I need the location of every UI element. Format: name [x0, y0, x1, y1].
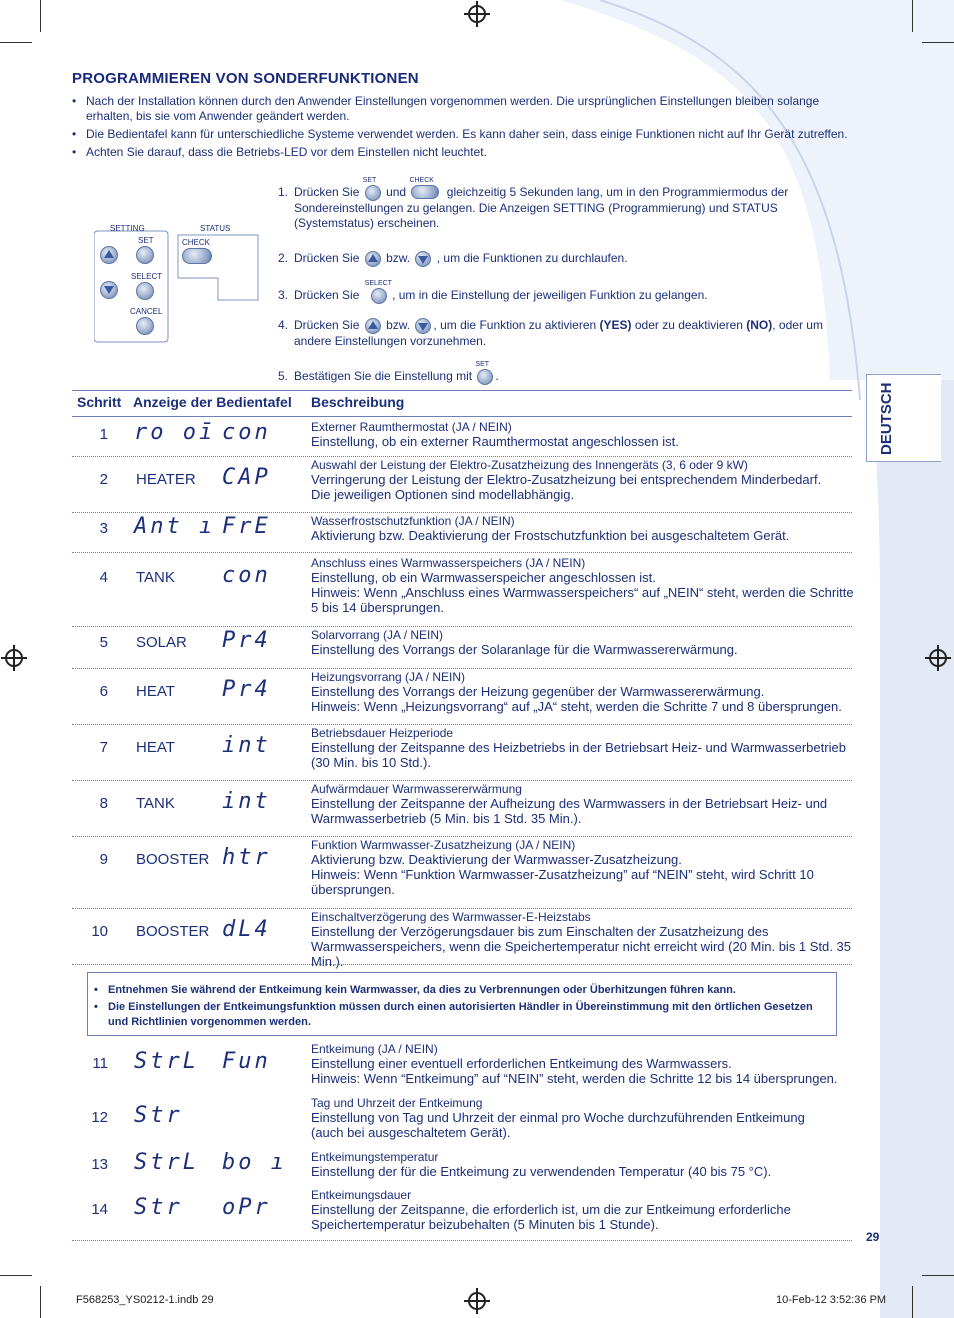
crop-mark: [40, 0, 41, 32]
select-caption: SELECT: [364, 280, 392, 287]
row-display-segment-right: con: [222, 563, 271, 588]
row-display-segment-right: Pr4: [222, 677, 271, 702]
row-step-number: 12: [91, 1109, 108, 1126]
description-title: Externer Raumthermostat (JA / NEIN): [311, 420, 512, 434]
registration-mark-left: [5, 649, 23, 667]
crop-mark: [922, 42, 954, 43]
row-description: [311, 1096, 854, 1140]
set-icon: [475, 361, 493, 385]
row-description: [311, 514, 854, 543]
step-text: bzw.: [386, 318, 411, 333]
description-line: (30 Min. bis 10 Std.).: [311, 755, 431, 770]
section-heading: PROGRAMMIEREN VON SONDERFUNKTIONEN: [72, 70, 419, 87]
description-title: Betriebsdauer Heizperiode: [311, 726, 454, 740]
row-display-segment-left: Str: [134, 1195, 183, 1220]
row-description: [311, 670, 854, 714]
row-display-segment-left: StrL: [134, 1150, 199, 1175]
row-display-segment-right: oPr: [222, 1195, 271, 1220]
row-description: [311, 910, 854, 969]
language-tab: [866, 374, 941, 462]
check-button[interactable]: [182, 248, 212, 264]
table-bottom-rule: [72, 1240, 852, 1241]
row-separator: [72, 552, 852, 553]
control-panel-illustration: [94, 222, 266, 344]
step-text: Drücken Sie: [294, 185, 360, 200]
description-line: Einstellung der Zeitspanne des Heizbetriebs in der Betriebsart Heiz- und Warmwasserbetrieb: [311, 740, 846, 755]
description-title: Einschaltverzögerung des Warmwasser-E-Heizstabs: [311, 910, 591, 924]
row-display-segment-right: bo ı: [222, 1150, 287, 1175]
description-title: Aufwärmdauer Warmwassererwärmung: [311, 782, 522, 796]
select-button[interactable]: [136, 282, 154, 300]
row-step-number: 14: [91, 1201, 108, 1218]
table-header-rule: [72, 416, 852, 417]
row-separator: [72, 908, 852, 909]
check-icon: [409, 177, 441, 201]
row-display-segment-left: StrL: [134, 1049, 199, 1074]
row-step-number: 9: [99, 851, 108, 868]
description-title: Entkeimungstemperatur: [311, 1150, 439, 1164]
description-title: Solarvorrang (JA / NEIN): [311, 628, 444, 642]
row-display-label: BOOSTER: [136, 923, 210, 940]
row-separator: [72, 780, 852, 781]
up-arrow-icon: [365, 318, 381, 334]
step-text: Bestätigen Sie die Einstellung mit: [294, 369, 473, 384]
row-separator: [72, 964, 852, 965]
status-label: STATUS: [200, 224, 231, 233]
page-number: 29: [866, 1230, 880, 1244]
row-step-number: 7: [99, 739, 108, 756]
step-number: 5.: [278, 369, 289, 383]
description-line: Aktivierung bzw. Deaktivierung der Warmwasser-Zusatzheizung.: [311, 852, 682, 867]
check-caption: CHECK: [409, 177, 434, 184]
row-separator: [72, 836, 852, 837]
down-arrow-icon: [415, 318, 431, 334]
description-line: Einstellung der für die Entkeimung zu verwendenden Temperatur (40 bis 75 °C).: [311, 1164, 772, 1179]
language-label: DEUTSCH: [878, 382, 895, 455]
description-line: Einstellung der Zeitspanne der Aufheizung des Warmwassers in der Betriebsart Heiz- und: [311, 796, 828, 811]
row-step-number: 10: [91, 923, 108, 940]
step-text: .: [495, 369, 499, 384]
step-number: 3.: [278, 288, 289, 302]
column-header-description: Beschreibung: [311, 394, 405, 410]
row-description: [311, 726, 854, 770]
intro-list: [70, 94, 850, 163]
row-separator: [72, 456, 852, 457]
registration-mark-top: [468, 5, 486, 23]
description-line: Hinweis: Wenn “Funktion Warmwasser-Zusatzheizung” auf “NEIN” steht, wird Schritt 10 übersprungen.: [311, 867, 814, 897]
row-description: [311, 1042, 854, 1086]
intro-bullet: • Achten Sie darauf, dass die Betriebs-LED vor dem Einstellen nicht leuchtet.: [70, 145, 850, 160]
description-line: Hinweis: Wenn “Entkeimung” auf “NEIN” steht, werden die Schritte 12 bis 14 übersprungen.: [311, 1071, 838, 1086]
row-display-segment-left: Str: [134, 1103, 183, 1128]
description-title: Wasserfrostschutzfunktion (JA / NEIN): [311, 514, 515, 528]
step-text: oder zu deaktivieren: [631, 318, 747, 333]
row-description: [311, 556, 854, 615]
description-line: Hinweis: Wenn „Anschluss eines Warmwasserspeichers“ auf „NEIN“ steht, werden die Schritte 5 bis 14 übersprungen.: [311, 585, 854, 615]
row-display-segment-left: Ant ı: [134, 514, 216, 539]
description-line: Einstellung einer eventuell erforderlichen Entkeimung des Warmwassers.: [311, 1056, 732, 1071]
description-title: Entkeimungsdauer: [311, 1188, 412, 1202]
row-display-segment-right: Fun: [222, 1049, 271, 1074]
column-header-display: Anzeige der Bedientafel: [133, 394, 292, 410]
step-text: , oder um andere Einstellungen vorzunehmen.: [294, 318, 823, 348]
description-title: Auswahl der Leistung der Elektro-Zusatzheizung des Innengeräts (3, 6 oder 9 kW): [311, 458, 748, 472]
warning-box: [87, 972, 837, 1036]
row-display-label: TANK: [136, 795, 175, 812]
select-icon: [364, 280, 392, 304]
row-step-number: 1: [99, 426, 108, 443]
step-text: Drücken Sie: [294, 251, 360, 266]
row-description: [311, 838, 854, 897]
description-line: Einstellung, ob ein externer Raumthermostat angeschlossen ist.: [311, 434, 679, 449]
row-display-segment-right: CAP: [222, 465, 271, 490]
description-line: Aktivierung bzw. Deaktivierung der Frostschutzfunktion bei ausgeschaltetem Gerät.: [311, 528, 790, 543]
row-display-segment-right: int: [222, 789, 271, 814]
crop-mark: [922, 1275, 954, 1276]
no-label: (NO): [746, 318, 773, 333]
language-tab-text: [867, 375, 941, 461]
row-description: [311, 1188, 854, 1232]
description-line: Verringerung der Leistung der Elektro-Zusatzheizung bei entsprechendem Minderbedarf.: [311, 472, 822, 487]
step-text: Drücken Sie: [294, 288, 360, 303]
row-description: [311, 628, 854, 657]
row-display-segment-right: FrE: [222, 514, 271, 539]
panel-outline: [94, 222, 266, 344]
registration-mark-right: [929, 649, 947, 667]
warning-item: • Entnehmen Sie während der Entkeimung kein Warmwasser, da dies zu Verbrennungen oder Überhitzungen führen kann.: [92, 983, 828, 998]
row-step-number: 11: [92, 1055, 108, 1072]
description-line: Einstellung der Verzögerungsdauer bis zum Einschalten der Zusatzheizung des: [311, 924, 769, 939]
step-text: , um die Funktion zu aktivieren: [433, 318, 600, 333]
row-display-segment-right: htr: [222, 845, 271, 870]
row-description: [311, 1150, 854, 1179]
down-arrow-icon: [415, 251, 431, 267]
row-step-number: 8: [99, 795, 108, 812]
row-display-label: TANK: [136, 569, 175, 586]
step-text: , um in die Einstellung der jeweiligen Funktion zu gelangen.: [392, 288, 708, 303]
description-line: Die jeweiligen Optionen sind modellabhängig.: [311, 487, 575, 502]
description-line: Einstellung des Vorrangs der Solaranlage für die Warmwassererwärmung.: [311, 642, 738, 657]
row-display-segment-left: ro oī: [134, 420, 216, 445]
description-title: Anschluss eines Warmwasserspeichers (JA / NEIN): [311, 556, 586, 570]
footer-file: F568253_YS0212-1.indb 29: [76, 1294, 214, 1306]
row-step-number: 6: [99, 683, 108, 700]
row-display-label: BOOSTER: [136, 851, 210, 868]
step-text: , um die Funktionen zu durchlaufen.: [436, 251, 628, 266]
check-label: CHECK: [182, 238, 211, 247]
row-description: [311, 458, 854, 502]
row-display-label: HEATER: [136, 471, 196, 488]
description-title: Heizungsvorrang (JA / NEIN): [311, 670, 466, 684]
down-arrow-button[interactable]: [100, 281, 118, 299]
step-text: und: [386, 185, 407, 200]
description-title: Funktion Warmwasser-Zusatzheizung (JA / NEIN): [311, 838, 576, 852]
step-number: 2.: [278, 251, 289, 265]
row-step-number: 13: [91, 1156, 108, 1173]
up-arrow-button[interactable]: [100, 246, 118, 264]
row-separator: [72, 512, 852, 513]
set-label: SET: [138, 236, 154, 245]
row-description: [311, 420, 854, 449]
row-display-segment-right: dL4: [222, 917, 271, 942]
row-separator: [72, 626, 852, 627]
crop-mark: [912, 1286, 913, 1318]
row-display-label: HEAT: [136, 739, 175, 756]
registration-mark-bottom: [468, 1292, 486, 1310]
row-separator: [72, 724, 852, 725]
description-line: Einstellung, ob ein Warmwasserspeicher angeschlossen ist.: [311, 570, 656, 585]
column-header-step: Schritt: [77, 394, 122, 410]
description-line: Warmwasserspeichers, wenn die Speichertemperatur nicht erreicht wird (20 Min. bis 1 Std. 35 Min.).: [311, 939, 851, 969]
row-separator: [72, 668, 852, 669]
step-number: 1.: [278, 185, 289, 199]
row-display-segment-right: con: [222, 420, 271, 445]
description-line: Einstellung des Vorrangs der Heizung gegenüber der Warmwassererwärmung.: [311, 684, 765, 699]
row-step-number: 2: [99, 471, 108, 488]
select-label: SELECT: [131, 272, 163, 281]
set-icon: [362, 177, 381, 201]
warning-item: • Die Einstellungen der Entkeimungsfunktion müssen durch einen autorisierten Händler in Übereinstimmung mit den örtlichen Gesetzen und Richtlinien vorgenommen werden.: [92, 1000, 828, 1030]
row-step-number: 5: [99, 634, 108, 651]
row-display-label: SOLAR: [136, 634, 187, 651]
step-text: gleichzeitig 5 Sekunden lang, um in den Programmiermodus der Sondereinstellungen zu gelangen. Die Anzeigen SETTING (Programmierung) und STATUS (Systemstatus) erscheinen.: [294, 185, 789, 230]
table-top-rule: [72, 390, 852, 391]
set-caption: SET: [475, 361, 490, 368]
row-display-segment-right: int: [222, 733, 271, 758]
yes-label: (YES): [599, 318, 632, 333]
crop-mark: [0, 42, 32, 43]
row-description: [311, 782, 854, 826]
step-number: 4.: [278, 318, 289, 332]
description-line: Hinweis: Wenn „Heizungsvorrang“ auf „JA“ steht, werden die Schritte 7 und 8 übersprungen.: [311, 699, 842, 714]
step-text: Drücken Sie: [294, 318, 360, 333]
description-line: Einstellung der Zeitspanne, die erforderlich ist, um die zur Entkeimung erforderliche: [311, 1202, 791, 1217]
footer-timestamp: 10-Feb-12 3:52:36 PM: [776, 1294, 887, 1306]
row-step-number: 3: [99, 520, 108, 537]
row-step-number: 4: [99, 569, 108, 586]
set-button[interactable]: [136, 246, 154, 264]
description-line: Warmwasserbetrieb (5 Min. bis 1 Std. 35 Min.).: [311, 811, 582, 826]
setting-label: SETTING: [110, 224, 145, 233]
crop-mark: [0, 1275, 32, 1276]
set-caption: SET: [362, 177, 377, 184]
crop-mark: [40, 1286, 41, 1318]
intro-bullet: • Die Bedientafel kann für unterschiedliche Systeme verwendet werden. Es kann daher sein, dass einige Funktionen nicht auf Ihr Gerät zutreffen.: [70, 127, 850, 142]
row-display-segment-right: Pr4: [222, 628, 271, 653]
row-display-label: HEAT: [136, 683, 175, 700]
description-line: Speichertemperatur beizubehalten (5 Minuten bis 1 Stunde).: [311, 1217, 659, 1232]
description-line: Einstellung von Tag und Uhrzeit der einmal pro Woche durchzuführenden Entkeimung: [311, 1110, 805, 1125]
cancel-label: CANCEL: [130, 307, 163, 316]
step-text: bzw.: [386, 251, 411, 266]
description-line: (auch bei ausgeschaltetem Gerät).: [311, 1125, 511, 1140]
intro-bullet: • Nach der Installation können durch den Anwender Einstellungen vorgenommen werden. Die ursprünglichen Einstellungen bleiben solange erhalten, bis sie vom Anwender geändert werden.: [70, 94, 850, 124]
description-title: Entkeimung (JA / NEIN): [311, 1042, 438, 1056]
up-arrow-icon: [365, 251, 381, 267]
crop-mark: [912, 0, 913, 32]
description-title: Tag und Uhrzeit der Entkeimung: [311, 1096, 483, 1110]
cancel-button[interactable]: [136, 317, 154, 335]
